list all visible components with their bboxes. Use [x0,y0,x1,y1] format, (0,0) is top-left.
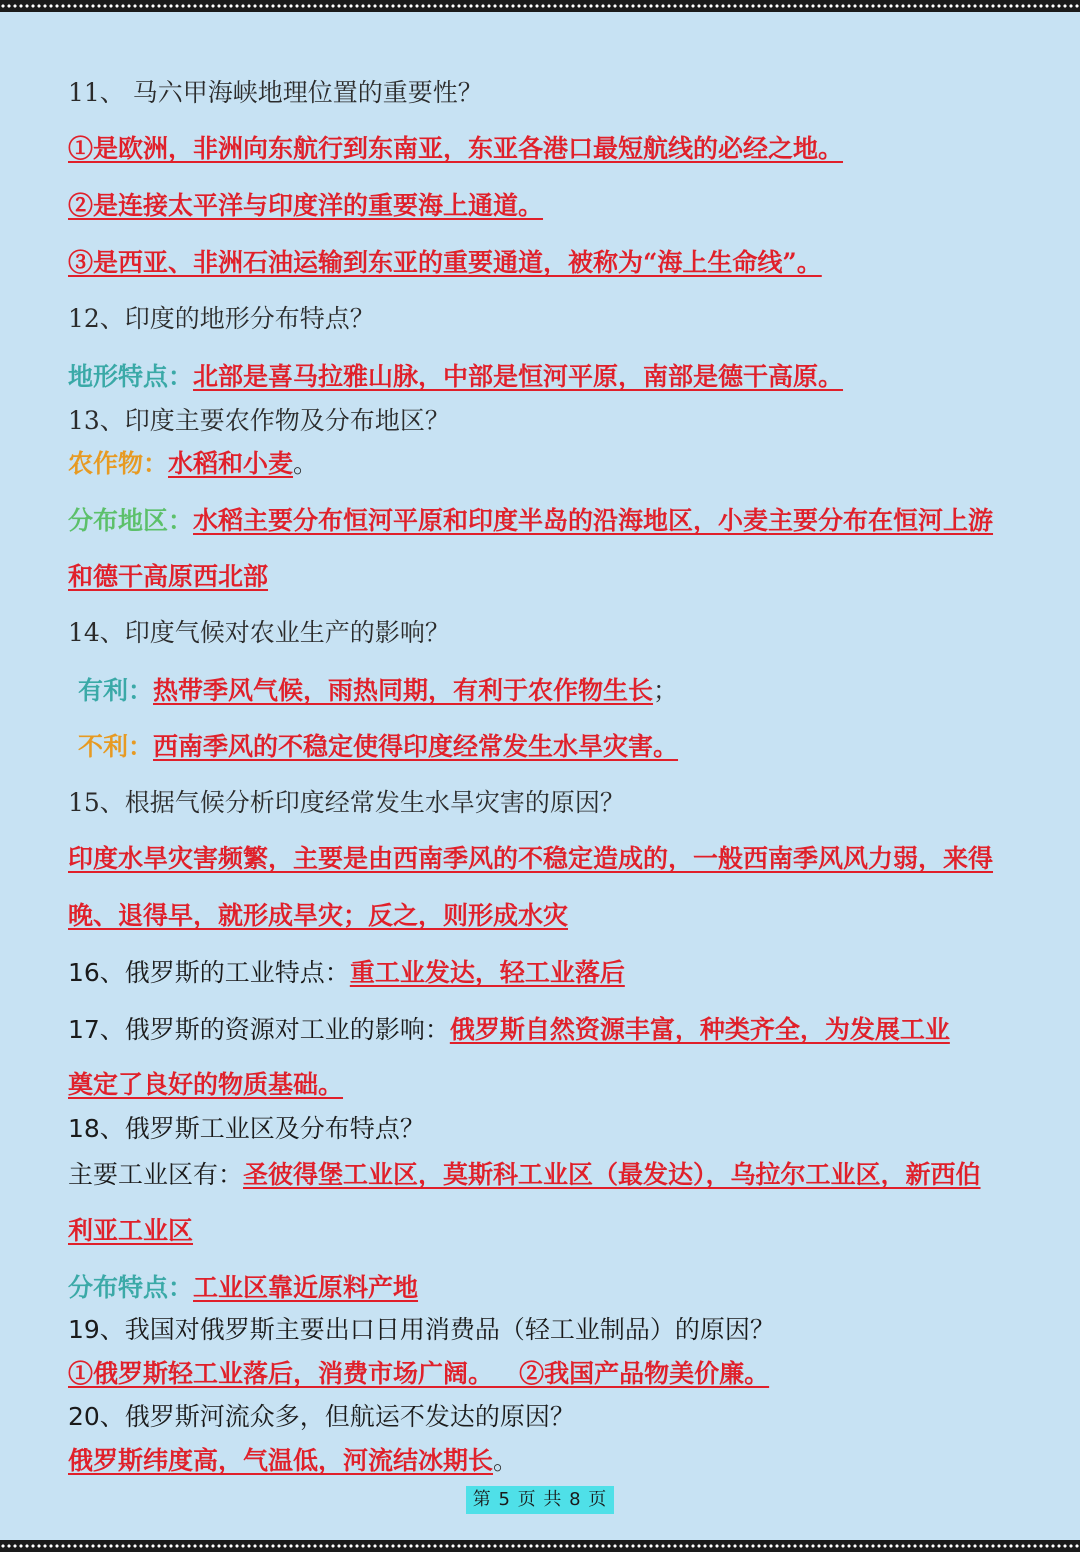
question-13: 13、印度主要农作物及分布地区？ [68,406,450,435]
answer-11-2: ②是连接太平洋与印度洋的重要海上通道。 [68,191,544,220]
answer-19: ①俄罗斯轻工业落后，消费市场广阔。 ②我国产品物美价廉。 [68,1359,770,1388]
answer-13-crops: 水稻和小麦 [168,449,294,478]
answer-16: 重工业发达，轻工业落后 [349,958,625,987]
crops-label: 农作物： [68,449,169,478]
question-18: 18、俄罗斯工业区及分布特点？ [68,1114,425,1143]
question-11: 11、 马六甲海峡地理位置的重要性？ [68,78,483,107]
answer-11-1: ①是欧洲，非洲向东航行到东南亚，东亚各港口最短航线的必经之地。 [68,134,844,163]
question-19: 19、我国对俄罗斯主要出口日用消费品（轻工业制品）的原因？ [68,1315,775,1344]
answer-13-dist-1: 水稻主要分布恒河平原和印度半岛的沿海地区，小麦主要分布在恒河上游 [193,506,994,535]
answer-17-1: 俄罗斯自然资源丰富，种类齐全，为发展工业 [449,1015,950,1044]
page-number: 第 5 页 共 8 页 [466,1486,614,1514]
layout-label: 分布特点： [68,1273,194,1302]
answer-12: 北部是喜马拉雅山脉，中部是恒河平原，南部是德干高原。 [193,362,844,391]
answer-18-1: 圣彼得堡工业区，莫斯科工业区（最发达），乌拉尔工业区，新西伯 [243,1160,981,1189]
answer-14-disadvantage: 西南季风的不稳定使得印度经常发生水旱灾害。 [153,732,679,761]
crops-end: 。 [293,449,319,478]
answer-15-2: 晚、退得早，就形成旱灾；反之，则形成水灾 [68,901,569,930]
answer-11-3: ③是西亚、非洲石油运输到东亚的重要通道，被称为“海上生命线”。 [68,248,822,277]
distribution-label: 分布地区： [68,506,194,535]
answer-13-dist-2: 和德干高原西北部 [68,562,269,591]
question-15: 15、根据气候分析印度经常发生水旱灾害的原因？ [68,788,625,817]
question-12: 12、印度的地形分布特点？ [68,304,375,333]
bottom-border [0,1540,1080,1552]
disadvantage-label: 不利： [78,732,154,761]
answer-18-dist: 工业区靠近原料产地 [193,1273,419,1302]
question-17: 17、俄罗斯的资源对工业的影响： [68,1015,450,1044]
answer-18-2: 利亚工业区 [68,1216,194,1245]
terrain-label: 地形特点： [68,362,194,391]
question-16: 16、俄罗斯的工业特点： [68,958,350,987]
advantage-label: 有利： [78,676,154,705]
main-industrial-label: 主要工业区有： [68,1160,244,1189]
question-14: 14、印度气候对农业生产的影响？ [68,618,450,647]
question-20: 20、俄罗斯河流众多，但航运不发达的原因？ [68,1402,575,1431]
advantage-end: ； [653,676,679,705]
answer-14-advantage: 热带季风气候，雨热同期，有利于农作物生长 [153,676,654,705]
answer-20-end: 。 [493,1446,519,1475]
answer-20: 俄罗斯纬度高，气温低，河流结冰期长 [68,1446,494,1475]
answer-17-2: 奠定了良好的物质基础。 [68,1070,344,1099]
answer-15-1: 印度水旱灾害频繁，主要是由西南季风的不稳定造成的，一般西南季风风力弱，来得 [68,844,994,873]
